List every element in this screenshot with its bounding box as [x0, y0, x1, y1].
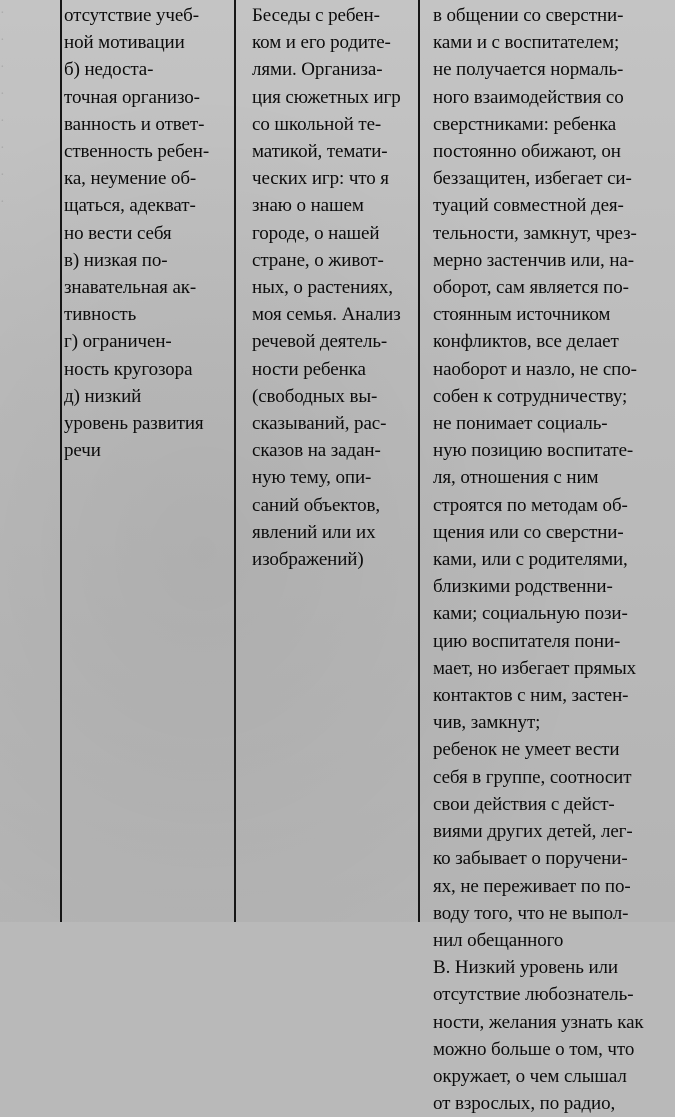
table-column-difficulties [64, 2, 230, 464]
table-rule-mid-1 [234, 0, 236, 922]
text-line: оборот, сам является по- [433, 277, 629, 299]
text-line: нил обещанного [433, 929, 564, 951]
table-rule-left [60, 0, 62, 922]
text-line: речи [64, 440, 101, 462]
text-line: точная организо- [64, 86, 200, 108]
text-line: ственность ребен- [64, 141, 210, 163]
text-line: в общении со сверстни- [433, 5, 624, 26]
text-line: знавательная ак- [64, 277, 197, 299]
text-line: сказов на задан- [252, 440, 381, 462]
text-line: моя семья. Анализ [252, 304, 401, 326]
text-line: уровень развития [64, 413, 204, 435]
text-line: близкими родственни- [433, 576, 613, 598]
text-line: ками; социальную пози- [433, 603, 628, 625]
text-line: ванность и ответ- [64, 113, 205, 135]
text-line: лями. Организа- [252, 59, 383, 81]
table-rule-mid-2 [418, 0, 420, 922]
text-line: тельности, замкнут, чрез- [433, 222, 637, 244]
text-line: отсутствие любознатель- [433, 984, 634, 1006]
text-line: ребенок не умеет вести [433, 739, 620, 761]
text-line: собен к сотрудничеству; [433, 385, 628, 407]
text-line: ной мотивации [64, 32, 185, 54]
text-line: ками и с воспитателем; [433, 32, 620, 54]
text-line: ность кругозора [64, 358, 193, 380]
text-line: матикой, темати- [252, 141, 388, 163]
text-line: конфликтов, все делает [433, 331, 619, 353]
text-line: д) низкий [64, 385, 142, 407]
text-line: строятся по методам об- [433, 494, 628, 516]
text-line: ности, желания узнать как [433, 1011, 644, 1033]
text-line: воду того, что не выпол- [433, 902, 629, 924]
text-line: знаю о нашем [252, 195, 364, 217]
text-line: ного взаимодействия со [433, 86, 624, 108]
text-line: ко забывает о поручени- [433, 848, 628, 870]
text-line: не понимает социаль- [433, 413, 608, 435]
text-line: туаций совместной дея- [433, 195, 624, 217]
text-line: со школьной те- [252, 113, 382, 135]
text-line: свои действия с дейст- [433, 793, 615, 815]
text-line: стране, о живот- [252, 249, 384, 271]
text-line: ком и его родите- [252, 32, 391, 54]
text-line: окружает, о чем слышал [433, 1065, 627, 1087]
text-line: ных, о растениях, [252, 277, 393, 299]
text-line: речевой деятель- [252, 331, 388, 353]
bleed-through-left: · · · · · · · · [0, 6, 5, 210]
text-line: изображений) [252, 549, 364, 571]
text-line: отсутствие учеб- [64, 5, 199, 26]
text-line: постоянно обижают, он [433, 141, 621, 163]
text-line: чив, замкнут; [433, 712, 541, 734]
text-line: б) недоста- [64, 59, 154, 81]
text-line: виями других детей, лег- [433, 821, 633, 843]
text-line: мерно застенчив или, на- [433, 249, 634, 271]
text-line: Беседы с ребен- [252, 5, 380, 26]
text-line: ную тему, опи- [252, 467, 372, 489]
text-line: мает, но избегает прямых [433, 657, 637, 679]
text-line: стоянным источником [433, 304, 611, 326]
text-line: беззащитен, избегает си- [433, 168, 632, 190]
text-line: сверстниками: ребенка [433, 113, 617, 135]
text-line: можно больше о том, что [433, 1038, 635, 1060]
text-line: но вести себя [64, 222, 172, 244]
text-line: контактов с ним, застен- [433, 685, 629, 707]
text-line: ка, неумение об- [64, 168, 197, 190]
text-line: не получается нормаль- [433, 59, 624, 81]
text-line: в) низкая по- [64, 249, 168, 271]
text-line: ля, отношения с ним [433, 467, 599, 489]
text-line: ях, не переживает по по- [433, 875, 631, 897]
text-line: ками, или с родителями, [433, 549, 628, 571]
text-line: явлений или их [252, 521, 376, 543]
text-line: тивность [64, 304, 137, 326]
text-line: сказываний, рас- [252, 413, 387, 435]
table-column-methods [252, 2, 414, 573]
text-line: себя в группе, соотносит [433, 766, 632, 788]
text-line: (свободных вы- [252, 385, 378, 407]
text-line: саний объектов, [252, 494, 381, 516]
text-line: цию воспитателя пони- [433, 630, 621, 652]
text-line: ческих игр: что я [252, 168, 389, 190]
text-line: ности ребенка [252, 358, 366, 380]
text-line: ную позицию воспитате- [433, 440, 634, 462]
text-line: г) ограничен- [64, 331, 172, 353]
text-line: наоборот и назло, не спо- [433, 358, 637, 380]
text-line: щаться, адекват- [64, 195, 196, 217]
text-line: городе, о нашей [252, 222, 380, 244]
table-column-description [433, 2, 673, 1117]
text-line: В. Низкий уровень или [433, 957, 618, 979]
text-line: щения или со сверстни- [433, 521, 624, 543]
text-line: от взрослых, по радио, [433, 1093, 616, 1115]
text-line: ция сюжетных игр [252, 86, 401, 108]
